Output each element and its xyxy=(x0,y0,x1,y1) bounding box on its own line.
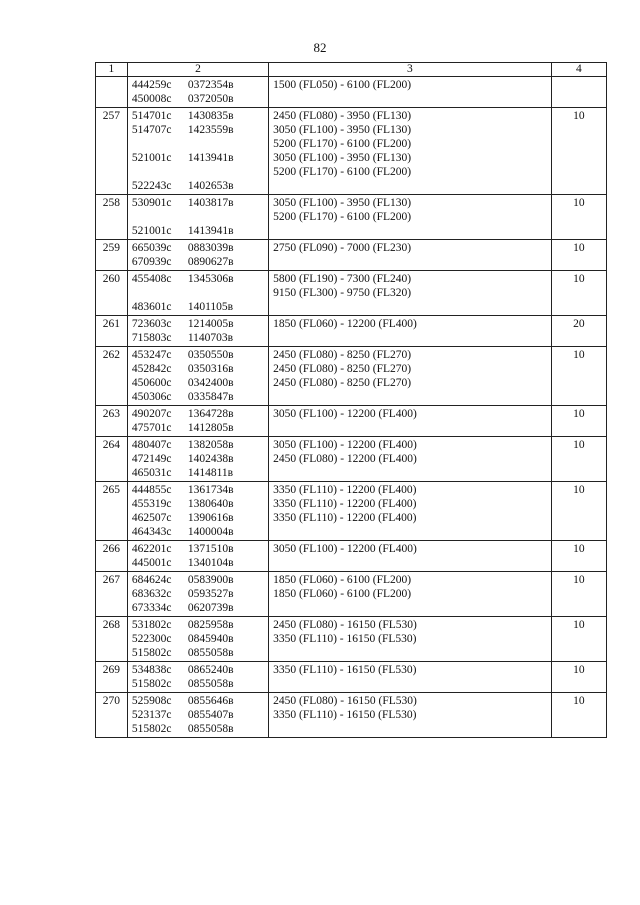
route-table xyxy=(95,62,607,738)
coordinate-point xyxy=(132,300,264,314)
latitude: 665039с xyxy=(131,242,172,254)
altitude-range: 5200 (FL170) - 6100 (FL200) xyxy=(273,166,412,178)
row-value: 10 xyxy=(551,240,606,271)
coordinate-list xyxy=(127,108,268,195)
row-number: 258 xyxy=(96,195,128,240)
coordinate-point xyxy=(132,646,264,660)
altitude-levels xyxy=(269,271,552,316)
altitude-range: 3350 (FL110) - 16150 (FL530) xyxy=(273,709,417,721)
longitude: 1423559в xyxy=(187,124,234,136)
row-value: 10 xyxy=(551,482,606,541)
row-number: 262 xyxy=(96,347,128,406)
latitude: 515802с xyxy=(131,723,172,735)
table-body xyxy=(96,77,607,738)
altitude-range: 2450 (FL080) - 8250 (FL270) xyxy=(273,363,412,375)
altitude-levels xyxy=(269,108,552,195)
altitude-levels xyxy=(269,572,552,617)
longitude: 0335847в xyxy=(187,391,234,403)
longitude: 1412805в xyxy=(187,422,234,434)
altitude-range: 2450 (FL080) - 16150 (FL530) xyxy=(273,695,417,707)
coordinate-point xyxy=(132,556,264,570)
altitude-range: 5800 (FL190) - 7300 (FL240) xyxy=(273,273,412,285)
coordinate-point xyxy=(132,272,264,286)
latitude: 465031с xyxy=(131,467,172,479)
table-row xyxy=(96,572,607,617)
altitude-range: 2450 (FL080) - 16150 (FL530) xyxy=(273,619,417,631)
row-value: 10 xyxy=(551,541,606,572)
coordinate-list xyxy=(127,662,268,693)
coordinate-point xyxy=(132,497,264,511)
coordinate-list xyxy=(127,271,268,316)
altitude-range: 3050 (FL100) - 12200 (FL400) xyxy=(273,439,417,451)
latitude: 515802с xyxy=(131,647,172,659)
latitude: 515802с xyxy=(131,678,172,690)
latitude: 455408с xyxy=(131,273,172,285)
latitude: 673334с xyxy=(131,602,172,614)
row-number: 263 xyxy=(96,406,128,437)
row-number: 261 xyxy=(96,316,128,347)
latitude: 684624с xyxy=(131,574,172,586)
latitude: 475701с xyxy=(131,422,172,434)
altitude-range: 3350 (FL110) - 12200 (FL400) xyxy=(273,512,417,524)
altitude-range: 1850 (FL060) - 6100 (FL200) xyxy=(273,574,412,586)
row-value: 10 xyxy=(551,693,606,738)
longitude: 1401105в xyxy=(187,301,234,313)
latitude: 483601с xyxy=(131,301,172,313)
latitude: 444259с xyxy=(131,79,172,91)
longitude: 1364728в xyxy=(187,408,234,420)
row-value: 10 xyxy=(551,572,606,617)
altitude-levels xyxy=(269,195,552,240)
coordinate-point xyxy=(132,511,264,525)
coordinate-point xyxy=(132,525,264,539)
table-row xyxy=(96,482,607,541)
altitude-range: 2450 (FL080) - 3950 (FL130) xyxy=(273,110,412,122)
coordinate-point xyxy=(132,438,264,452)
latitude: 530901с xyxy=(131,197,172,209)
altitude-range: 5200 (FL170) - 6100 (FL200) xyxy=(273,138,412,150)
latitude: 531802с xyxy=(131,619,172,631)
row-number: 268 xyxy=(96,617,128,662)
column-header-3: 3 xyxy=(269,63,552,77)
latitude: 450600с xyxy=(131,377,172,389)
longitude: 0350550в xyxy=(187,349,234,361)
latitude: 455319с xyxy=(131,498,172,510)
coordinate-point xyxy=(132,109,264,123)
row-number: 260 xyxy=(96,271,128,316)
coordinate-point xyxy=(132,587,264,601)
coordinate-point xyxy=(132,348,264,362)
table-row xyxy=(96,240,607,271)
coordinate-point xyxy=(132,542,264,556)
coordinate-point xyxy=(132,421,264,435)
altitude-levels xyxy=(269,693,552,738)
row-value: 10 xyxy=(551,108,606,195)
coordinate-point xyxy=(132,179,264,193)
coordinate-point xyxy=(132,196,264,210)
longitude: 1413941в xyxy=(187,225,234,237)
altitude-range: 3350 (FL110) - 12200 (FL400) xyxy=(273,498,417,510)
longitude: 0342400в xyxy=(187,377,234,389)
coordinate-point xyxy=(132,78,264,92)
row-number: 266 xyxy=(96,541,128,572)
longitude: 1214005в xyxy=(187,318,234,330)
table-row xyxy=(96,693,607,738)
page-number: 82 xyxy=(313,40,327,55)
latitude: 723603с xyxy=(131,318,172,330)
column-header-2: 2 xyxy=(127,63,268,77)
latitude: 715803с xyxy=(131,332,172,344)
longitude: 1413941в xyxy=(187,152,234,164)
longitude: 0855058в xyxy=(187,678,234,690)
row-value: 10 xyxy=(551,347,606,406)
latitude: 514701с xyxy=(131,110,172,122)
coordinate-point xyxy=(132,601,264,615)
coordinate-point xyxy=(132,632,264,646)
coordinate-list xyxy=(127,482,268,541)
longitude: 1414811в xyxy=(187,467,234,479)
latitude: 523137с xyxy=(131,709,172,721)
altitude-levels xyxy=(269,437,552,482)
latitude: 452842с xyxy=(131,363,172,375)
altitude-range: 3050 (FL100) - 12200 (FL400) xyxy=(273,543,417,555)
latitude: 462201с xyxy=(131,543,172,555)
coordinate-point xyxy=(132,677,264,691)
longitude: 0855646в xyxy=(187,695,234,707)
coordinate-list xyxy=(127,195,268,240)
row-value: 10 xyxy=(551,437,606,482)
altitude-range: 2450 (FL080) - 8250 (FL270) xyxy=(273,377,412,389)
table-row xyxy=(96,347,607,406)
latitude: 462507с xyxy=(131,512,172,524)
row-number: 257 xyxy=(96,108,128,195)
longitude: 1400004в xyxy=(187,526,234,538)
longitude: 1361734в xyxy=(187,484,234,496)
latitude: 445001с xyxy=(131,557,172,569)
longitude: 1382058в xyxy=(187,439,234,451)
altitude-range: 3350 (FL110) - 16150 (FL530) xyxy=(273,664,417,676)
row-value xyxy=(551,77,606,108)
latitude: 522243с xyxy=(131,180,172,192)
coordinate-list xyxy=(127,617,268,662)
row-number: 259 xyxy=(96,240,128,271)
altitude-range: 2450 (FL080) - 12200 (FL400) xyxy=(273,453,417,465)
coordinate-point xyxy=(132,376,264,390)
coordinate-point xyxy=(132,123,264,137)
coordinate-point xyxy=(132,694,264,708)
altitude-range: 3050 (FL100) - 12200 (FL400) xyxy=(273,408,417,420)
row-value: 10 xyxy=(551,617,606,662)
coordinate-point xyxy=(132,708,264,722)
latitude: 670939с xyxy=(131,256,172,268)
longitude: 1403817в xyxy=(187,197,234,209)
altitude-range: 3350 (FL110) - 16150 (FL530) xyxy=(273,633,417,645)
altitude-levels xyxy=(269,617,552,662)
altitude-range: 2750 (FL090) - 7000 (FL230) xyxy=(273,242,412,254)
longitude: 1402438в xyxy=(187,453,234,465)
longitude: 0890627в xyxy=(187,256,234,268)
longitude: 1371510в xyxy=(187,543,234,555)
altitude-range: 3050 (FL100) - 3950 (FL130) xyxy=(273,197,412,209)
latitude: 521001с xyxy=(131,152,172,164)
latitude: 525908с xyxy=(131,695,172,707)
table-row xyxy=(96,617,607,662)
coordinate-point xyxy=(132,573,264,587)
latitude: 490207с xyxy=(131,408,172,420)
altitude-range: 1850 (FL060) - 12200 (FL400) xyxy=(273,318,417,330)
altitude-levels xyxy=(269,316,552,347)
longitude: 0372354в xyxy=(187,79,234,91)
latitude: 521001с xyxy=(131,225,172,237)
latitude: 522300с xyxy=(131,633,172,645)
latitude: 683632с xyxy=(131,588,172,600)
longitude: 0865240в xyxy=(187,664,234,676)
latitude: 514707с xyxy=(131,124,172,136)
row-number: 264 xyxy=(96,437,128,482)
coordinate-point xyxy=(132,722,264,736)
row-value: 20 xyxy=(551,316,606,347)
row-value: 10 xyxy=(551,406,606,437)
coordinate-point xyxy=(132,466,264,480)
altitude-levels xyxy=(269,662,552,693)
altitude-range: 3050 (FL100) - 3950 (FL130) xyxy=(273,152,412,164)
table-row xyxy=(96,437,607,482)
longitude: 1340104в xyxy=(187,557,234,569)
coordinate-point xyxy=(132,151,264,165)
altitude-range: 3350 (FL110) - 12200 (FL400) xyxy=(273,484,417,496)
altitude-range: 9150 (FL300) - 9750 (FL320) xyxy=(273,287,412,299)
longitude: 0855407в xyxy=(187,709,234,721)
altitude-levels xyxy=(269,406,552,437)
longitude: 0350316в xyxy=(187,363,234,375)
coordinate-point xyxy=(132,362,264,376)
longitude: 1390616в xyxy=(187,512,234,524)
altitude-range: 1500 (FL050) - 6100 (FL200) xyxy=(273,79,412,91)
coordinate-list xyxy=(127,77,268,108)
row-number: 269 xyxy=(96,662,128,693)
longitude: 0855058в xyxy=(187,723,234,735)
coordinate-list xyxy=(127,406,268,437)
latitude: 453247с xyxy=(131,349,172,361)
row-value: 10 xyxy=(551,195,606,240)
coordinate-point xyxy=(132,331,264,345)
coordinate-point xyxy=(132,407,264,421)
table-row xyxy=(96,541,607,572)
latitude: 534838с xyxy=(131,664,172,676)
coordinate-point xyxy=(132,483,264,497)
longitude: 1430835в xyxy=(187,110,234,122)
row-number: 267 xyxy=(96,572,128,617)
coordinate-list xyxy=(127,693,268,738)
table-row xyxy=(96,406,607,437)
latitude: 464343с xyxy=(131,526,172,538)
coordinate-point xyxy=(132,241,264,255)
coordinate-point xyxy=(132,255,264,269)
table-row xyxy=(96,662,607,693)
latitude: 450008с xyxy=(131,93,172,105)
row-value: 10 xyxy=(551,662,606,693)
row-number: 265 xyxy=(96,482,128,541)
column-header-1: 1 xyxy=(96,63,128,77)
coordinate-point xyxy=(132,317,264,331)
coordinate-list xyxy=(127,347,268,406)
longitude: 1402653в xyxy=(187,180,234,192)
coordinate-list xyxy=(127,437,268,482)
longitude: 0583900в xyxy=(187,574,234,586)
latitude: 472149с xyxy=(131,453,172,465)
longitude: 0620739в xyxy=(187,602,234,614)
row-number xyxy=(96,77,128,108)
coordinate-point xyxy=(132,618,264,632)
row-number: 270 xyxy=(96,693,128,738)
column-header-4: 4 xyxy=(551,63,606,77)
coordinate-list xyxy=(127,572,268,617)
coordinate-list xyxy=(127,240,268,271)
header-row xyxy=(96,63,607,77)
altitude-range: 3050 (FL100) - 3950 (FL130) xyxy=(273,124,412,136)
altitude-range: 2450 (FL080) - 8250 (FL270) xyxy=(273,349,412,361)
latitude: 450306с xyxy=(131,391,172,403)
altitude-levels xyxy=(269,77,552,108)
table-row xyxy=(96,271,607,316)
longitude: 0883039в xyxy=(187,242,234,254)
longitude: 0845940в xyxy=(187,633,234,645)
coordinate-point xyxy=(132,452,264,466)
longitude: 0593527в xyxy=(187,588,234,600)
longitude: 1345306в xyxy=(187,273,234,285)
altitude-levels xyxy=(269,347,552,406)
longitude: 1380640в xyxy=(187,498,234,510)
row-value: 10 xyxy=(551,271,606,316)
coordinate-point xyxy=(132,224,264,238)
latitude: 480407с xyxy=(131,439,172,451)
coordinate-list xyxy=(127,541,268,572)
table-row xyxy=(96,77,607,108)
longitude: 1140703в xyxy=(187,332,234,344)
latitude: 444855с xyxy=(131,484,172,496)
table-row xyxy=(96,108,607,195)
coordinate-point xyxy=(132,663,264,677)
longitude: 0825958в xyxy=(187,619,234,631)
altitude-levels xyxy=(269,482,552,541)
altitude-levels xyxy=(269,240,552,271)
coordinate-point xyxy=(132,390,264,404)
longitude: 0855058в xyxy=(187,647,234,659)
table-row xyxy=(96,316,607,347)
altitude-range: 5200 (FL170) - 6100 (FL200) xyxy=(273,211,412,223)
table-row xyxy=(96,195,607,240)
coordinate-point xyxy=(132,92,264,106)
longitude: 0372050в xyxy=(187,93,234,105)
coordinate-list xyxy=(127,316,268,347)
altitude-range: 1850 (FL060) - 6100 (FL200) xyxy=(273,588,412,600)
altitude-levels xyxy=(269,541,552,572)
